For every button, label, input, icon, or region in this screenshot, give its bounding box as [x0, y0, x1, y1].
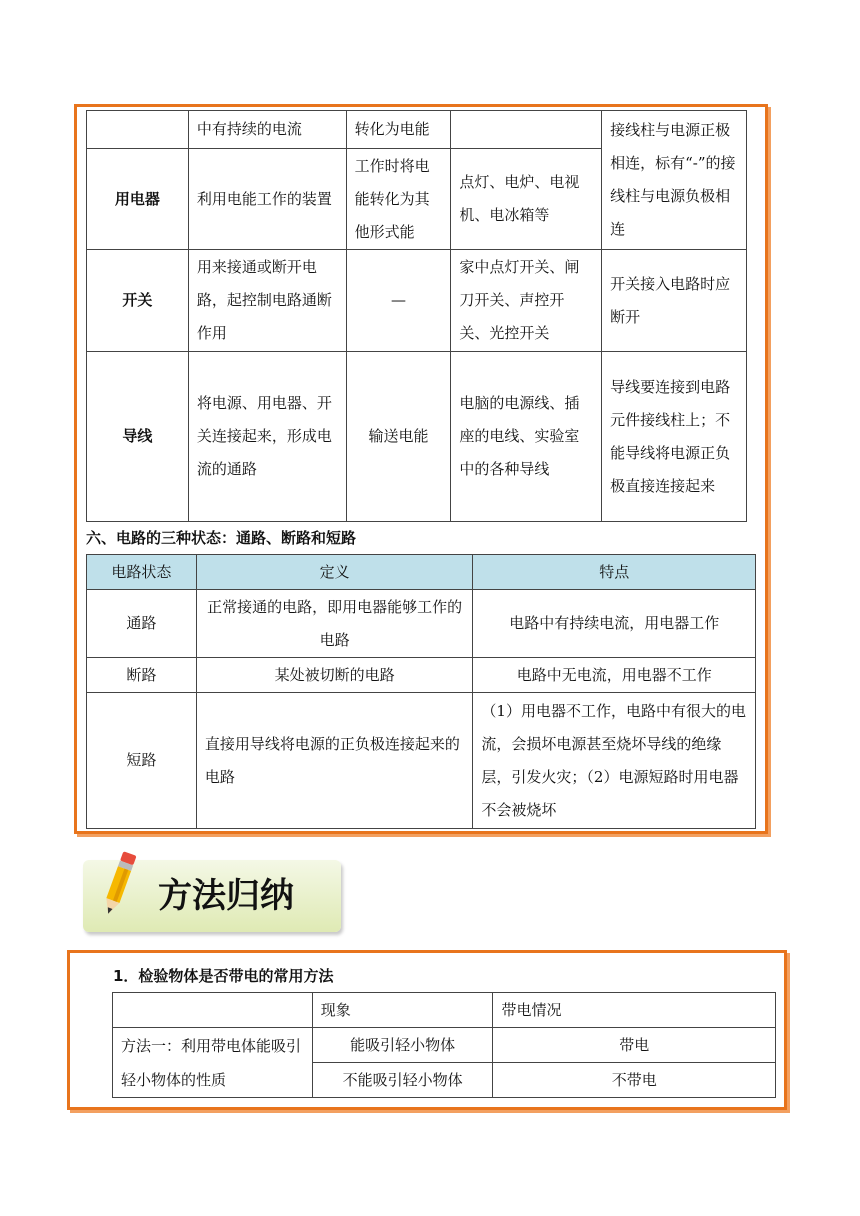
section6-title: 六、电路的三种状态：通路、断路和短路 [86, 529, 357, 547]
phenomenon: 能吸引轻小物体 [312, 1028, 493, 1063]
table-row [87, 250, 747, 352]
pencil-icon [90, 848, 150, 920]
row-desc: 中有持续的电流 [188, 111, 346, 149]
banner-title: 方法归纳 [158, 876, 294, 916]
table-header-row [87, 555, 756, 590]
method-table [112, 992, 776, 1098]
row-energy: 输送电能 [346, 352, 451, 522]
row-desc: 将电源、用电器、开关连接起来，形成电流的通路 [188, 352, 346, 522]
row-note: 导线要连接到电路元件接线柱上；不能导线将电源正负极直接连接起来 [602, 352, 747, 522]
state-definition: 正常接通的电路，即用电器能够工作的电路 [196, 590, 473, 658]
table-row [113, 1028, 776, 1063]
header-state: 电路状态 [87, 555, 197, 590]
phenomenon: 不能吸引轻小物体 [312, 1063, 493, 1098]
header-status: 带电情况 [493, 993, 776, 1028]
table-row [87, 111, 747, 149]
charge-status: 带电 [493, 1028, 776, 1063]
table-header-row [113, 993, 776, 1028]
row-desc: 用来接通或断开电路，起控制电路通断作用 [188, 250, 346, 352]
table-row [87, 352, 747, 522]
row-energy: 转化为电能 [346, 111, 451, 149]
charge-status: 不带电 [493, 1063, 776, 1098]
row-energy: 工作时将电能转化为其他形式能 [346, 149, 451, 250]
header-empty [113, 993, 313, 1028]
state-name: 断路 [87, 658, 197, 693]
row-name: 导线 [87, 352, 189, 522]
row-example: 家中点灯开关、闸刀开关、声控开关、光控开关 [451, 250, 602, 352]
table-row [87, 590, 756, 658]
row-name: 用电器 [87, 149, 189, 250]
row-note: 接线柱与电源正极相连，标有“-”的接线柱与电源负极相连 [602, 111, 747, 250]
row-example [451, 111, 602, 149]
state-feature: （1）用电器不工作，电路中有很大的电流，会损坏电源甚至烧坏导线的绝缘层，引发火灾；（2）电源短路时用电器不会被烧坏 [473, 693, 756, 829]
row-note: 开关接入电路时应断开 [602, 250, 747, 352]
table-row [87, 693, 756, 829]
state-name: 短路 [87, 693, 197, 829]
header-definition: 定义 [196, 555, 473, 590]
method1-title: 1．检验物体是否带电的常用方法 [113, 967, 334, 985]
circuit-states-table [86, 554, 756, 829]
row-energy: — [346, 250, 451, 352]
state-definition: 直接用导线将电源的正负极连接起来的电路 [196, 693, 473, 829]
row-desc: 利用电能工作的装置 [188, 149, 346, 250]
row-example: 电脑的电源线、插座的电线、实验室中的各种导线 [451, 352, 602, 522]
components-table [86, 110, 747, 522]
table-row [87, 658, 756, 693]
state-name: 通路 [87, 590, 197, 658]
row-name [87, 111, 189, 149]
state-feature: 电路中无电流，用电器不工作 [473, 658, 756, 693]
header-phenomenon: 现象 [312, 993, 493, 1028]
method-description: 方法一：利用带电体能吸引轻小物体的性质 [113, 1028, 313, 1098]
row-example: 点灯、电炉、电视机、电冰箱等 [451, 149, 602, 250]
row-name: 开关 [87, 250, 189, 352]
state-feature: 电路中有持续电流，用电器工作 [473, 590, 756, 658]
header-feature: 特点 [473, 555, 756, 590]
state-definition: 某处被切断的电路 [196, 658, 473, 693]
